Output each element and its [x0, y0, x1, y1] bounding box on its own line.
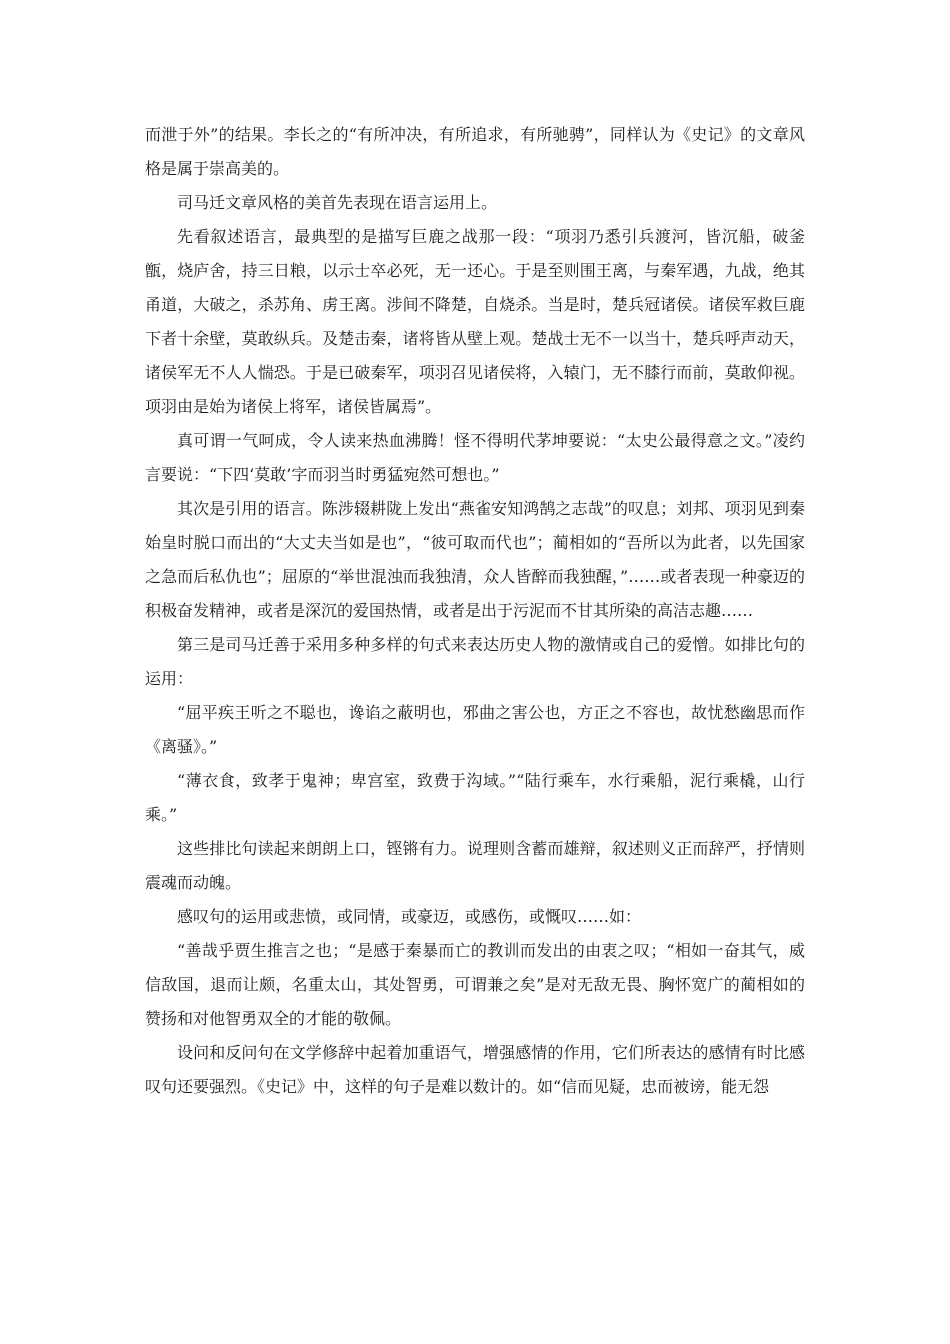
paragraph: 第三是司马迁善于采用多种多样的句式来表达历史人物的激情或自己的爱憎。如排比句的运用：: [145, 635, 805, 688]
document-body: [145, 118, 805, 1104]
paragraph: 感叹句的运用或悲愤，或同情，或豪迈，或感伤，或慨叹……如：: [177, 907, 642, 926]
quote-paragraph: “薄衣食，致孝于鬼神；卑宫室，致费于沟域。”“陆行乘车，水行乘船，泥行乘橇，山行乘。”: [145, 771, 805, 824]
paragraph: 真可谓一气呵成，令人读来热血沸腾！怪不得明代茅坤要说：“太史公最得意之文。”凌约言要说：“下四‘莫敢’字而羽当时勇猛宛然可想也。”: [145, 431, 805, 484]
paragraph: 其次是引用的语言。陈涉辍耕陇上发出“燕雀安知鸿鹄之志哉”的叹息；刘邦、项羽见到秦始皇时脱口而出的“大丈夫当如是也”，“彼可取而代也”；蔺相如的“吾所以为此者，以先国家之急而后私仇也”；屈原的“举世混浊而我独清，众人皆醉而我独醒，”……或者表现一种豪迈的积极奋发精神，或者是深沉的爱国热情，或者是出于污泥而不甘其所染的高洁志趣……: [145, 499, 805, 620]
paragraph: 这些排比句读起来朗朗上口，铿锵有力。说理则含蓄而雄辩，叙述则义正而辞严，抒情则震魂而动魄。: [145, 839, 805, 892]
quote-paragraph: “屈平疾王听之不聪也，谗谄之蔽明也，邪曲之害公也，方正之不容也，故忧愁幽思而作《离骚》。”: [145, 703, 805, 756]
paragraph-continuation: 而泄于外”的结果。李长之的“有所冲决，有所追求，有所驰骋”，同样认为《史记》的文章风格是属于崇高美的。: [145, 125, 805, 178]
paragraph: 先看叙述语言，最典型的是描写巨鹿之战那一段：“项羽乃悉引兵渡河，皆沉船，破釜甑，烧庐舍，持三日粮，以示士卒必死，无一还心。于是至则围王离，与秦军遇，九战，绝其甬道，大破之，杀苏角、虏王离。涉间不降楚，自烧杀。当是时，楚兵冠诸侯。诸侯军救巨鹿下者十余壁，莫敢纵兵。及楚击秦，诸将皆从壁上观。楚战士无不一以当十，楚兵呼声动天，诸侯军无不人人惴恐。于是已破秦军，项羽召见诸侯将，入辕门，无不膝行而前，莫敢仰视。项羽由是始为诸侯上将军，诸侯皆属焉”。: [145, 227, 805, 416]
paragraph: 司马迁文章风格的美首先表现在语言运用上。: [177, 193, 498, 212]
quote-paragraph: “善哉乎贾生推言之也；“是感于秦暴而亡的教训而发出的由衷之叹；“相如一奋其气，威信敌国，退而让颇，名重太山，其处智勇，可谓兼之矣”是对无敌无畏、胸怀宽广的蔺相如的赞扬和对他智勇双全的才能的敬佩。: [145, 941, 805, 1028]
paragraph: 设问和反问句在文学修辞中起着加重语气，增强感情的作用，它们所表达的感情有时比感叹句还要强烈。《史记》中，这样的句子是难以数计的。如“信而见疑，忠而被谤，能无怨: [145, 1043, 805, 1096]
